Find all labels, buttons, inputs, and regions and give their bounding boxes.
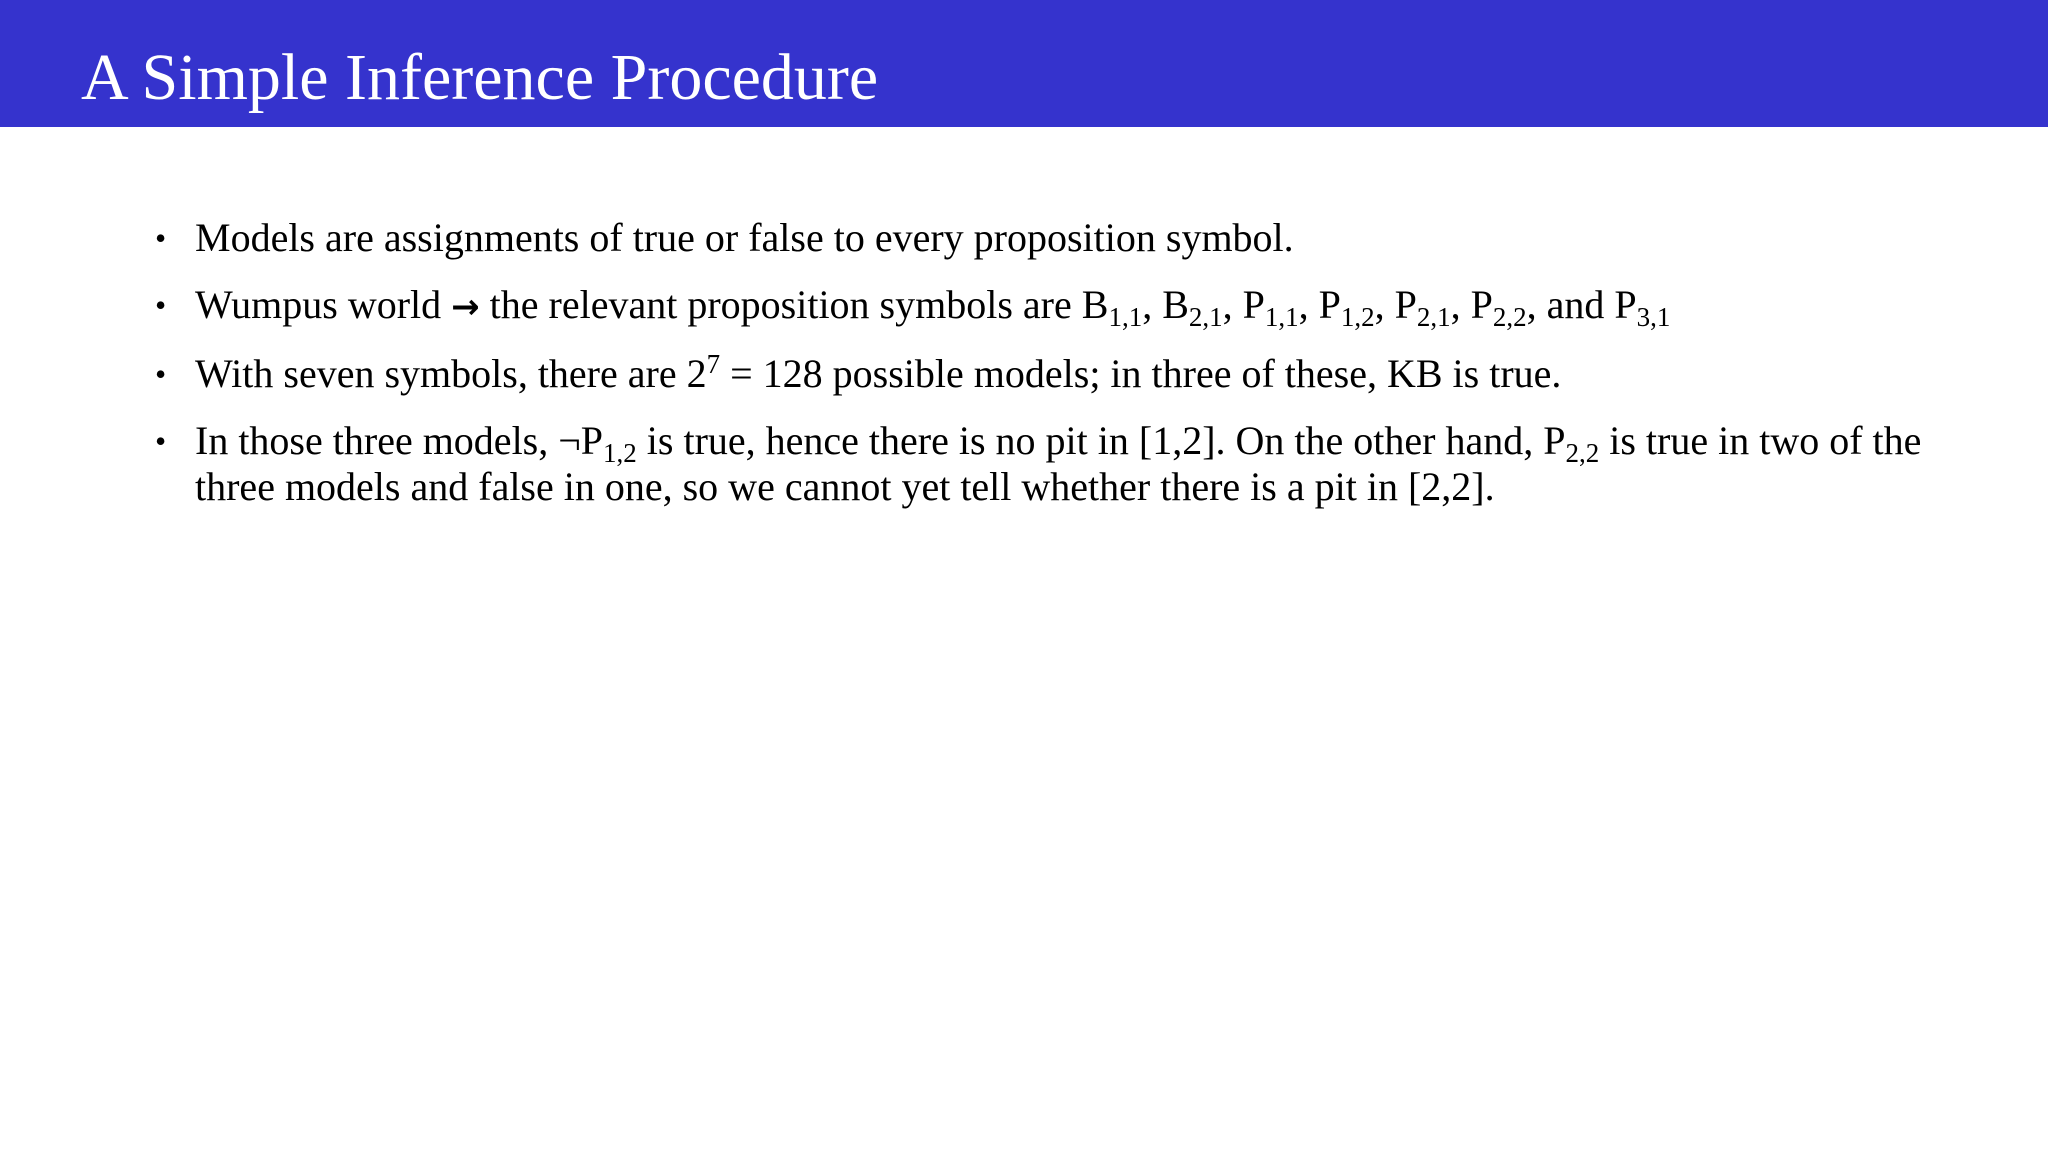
right-arrow-icon: → [451,287,480,327]
symbol-b11: $B_{1,1}$ [1081,282,1143,332]
bullet-text: In those three models, $\neg P_{1,2}$ is true, hence there is no pit in [1,2]. On the other hand, $P_{2,2}$ is true in two of the three models and false in one, so we cannot yet tell whether there is a pit in [2,2]. [195,418,1922,509]
symbol-p31: $P_{3,1}$ [1614,282,1671,332]
symbol-separator: , [1450,282,1471,327]
symbol-separator: , [1298,282,1319,327]
wumpus-world-label: Wumpus world [195,282,442,327]
symbol-p11: $P_{1,1}$ [1242,282,1299,332]
symbol-separator: , [1374,282,1395,327]
bullet-models [155,215,2005,261]
bullet-model-count [155,351,2005,397]
bullet-icon: • [155,220,167,256]
bullet-icon: • [155,356,167,392]
symbols-lead-text: the relevant proposition symbols are [479,282,1082,327]
bullet-text: With seven symbols, there are $2^7 = 128$ possible models; in three of these, KB is true. [195,349,1562,396]
symbol-separator: , [1222,282,1243,327]
symbol-separator: , and [1526,282,1615,327]
symbol-separator: , [1142,282,1163,327]
bullet-list [155,215,2005,531]
symbol-p12: $P_{1,2}$ [1318,282,1375,332]
exponent: 7 [706,349,721,379]
bullet-icon: • [155,423,167,459]
symbol-b21: $B_{2,1}$ [1162,282,1223,332]
bullet-text [195,282,1671,332]
bullet-text: Models are assignments of true or false to every proposition symbol. [195,215,1294,260]
symbol-p21: $P_{2,1}$ [1394,282,1451,332]
bullet-wumpus-symbols [155,282,2005,330]
slide-title: A Simple Inference Procedure [81,41,879,114]
symbol-p22: $P_{2,2}$ [1470,282,1527,332]
bullet-pit-inference [155,418,2005,510]
bullet-icon: • [155,287,167,323]
